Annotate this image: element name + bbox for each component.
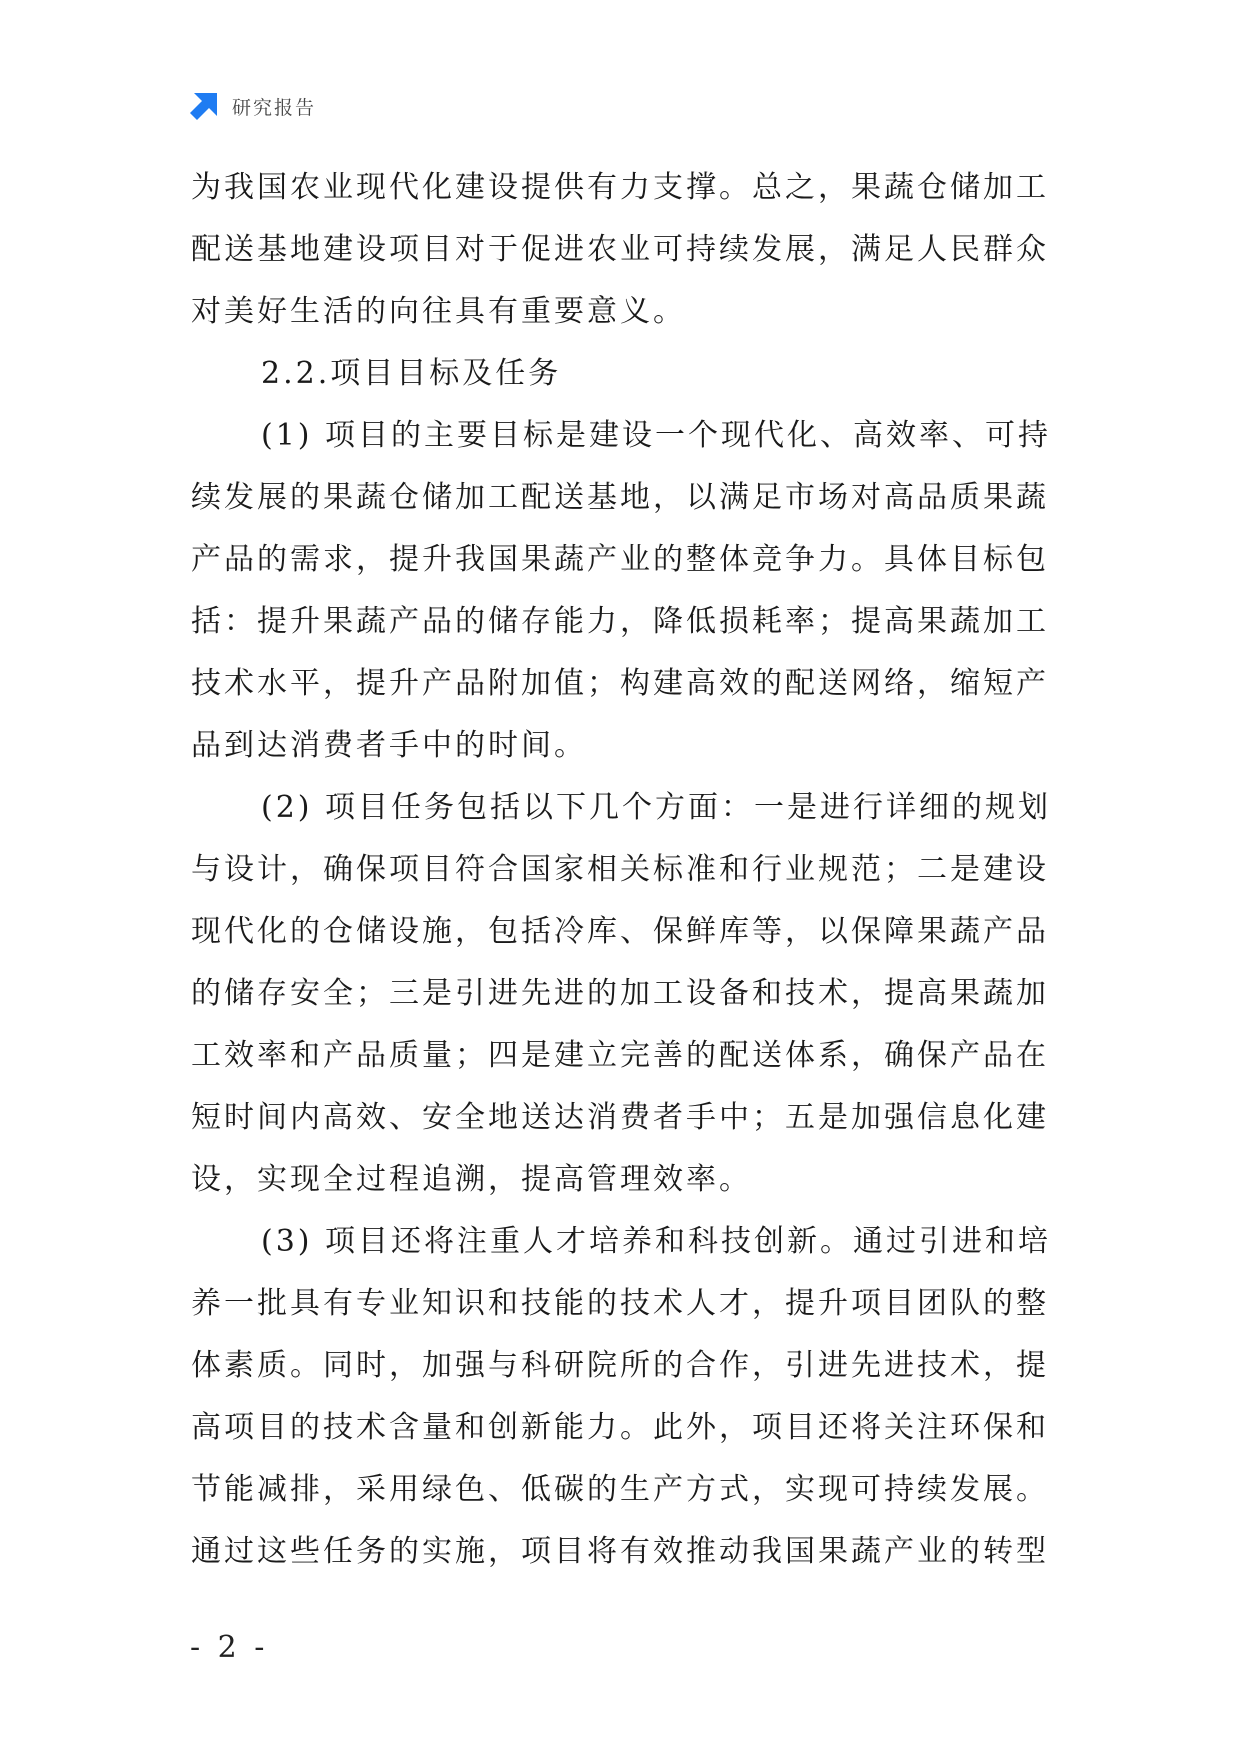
section-heading: 2.2.项目目标及任务 xyxy=(261,356,562,391)
page-header xyxy=(188,90,316,122)
text-line: 体素质。同时，加强与科研院所的合作，引进先进技术，提 xyxy=(191,1348,1049,1383)
text-line: 品到达消费者手中的时间。 xyxy=(191,728,587,763)
text-line: 养一批具有专业知识和技能的技术人才，提升项目团队的整 xyxy=(191,1286,1049,1321)
text-line: (2) 项目任务包括以下几个方面：一是进行详细的规划 xyxy=(261,790,1052,825)
text-line: 续发展的果蔬仓储加工配送基地，以满足市场对高品质果蔬 xyxy=(191,480,1049,515)
logo-arrow-icon xyxy=(188,90,220,122)
text-line: 现代化的仓储设施，包括冷库、保鲜库等，以保障果蔬产品 xyxy=(191,914,1049,949)
text-line: (1) 项目的主要目标是建设一个现代化、高效率、可持 xyxy=(261,418,1052,453)
header-title: 研究报告 xyxy=(232,96,317,119)
text-line: 括：提升果蔬产品的储存能力，降低损耗率；提高果蔬加工 xyxy=(191,604,1049,639)
text-line: 技术水平，提升产品附加值；构建高效的配送网络，缩短产 xyxy=(191,666,1049,701)
text-line: 节能减排，采用绿色、低碳的生产方式，实现可持续发展。 xyxy=(191,1472,1049,1507)
text-line: 与设计，确保项目符合国家相关标准和行业规范；二是建设 xyxy=(191,852,1049,887)
text-line: 的储存安全；三是引进先进的加工设备和技术，提高果蔬加 xyxy=(191,976,1049,1011)
document-body xyxy=(191,157,1071,1583)
text-line: 产品的需求，提升我国果蔬产业的整体竞争力。具体目标包 xyxy=(191,542,1049,577)
text-line: 为我国农业现代化建设提供有力支撑。总之，果蔬仓储加工 xyxy=(191,170,1049,205)
text-line: 工效率和产品质量；四是建立完善的配送体系，确保产品在 xyxy=(191,1038,1049,1073)
text-line: 设，实现全过程追溯，提高管理效率。 xyxy=(191,1162,752,1197)
text-line: 配送基地建设项目对于促进农业可持续发展，满足人民群众 xyxy=(191,232,1049,267)
text-line: 短时间内高效、安全地送达消费者手中；五是加强信息化建 xyxy=(191,1100,1049,1135)
text-line: 对美好生活的向往具有重要意义。 xyxy=(191,294,686,329)
text-line: 高项目的技术含量和创新能力。此外，项目还将关注环保和 xyxy=(191,1410,1049,1445)
text-line: 通过这些任务的实施，项目将有效推动我国果蔬产业的转型 xyxy=(191,1534,1049,1569)
text-line: (3) 项目还将注重人才培养和科技创新。通过引进和培 xyxy=(261,1224,1052,1259)
page-number: - 2 - xyxy=(190,1630,269,1665)
